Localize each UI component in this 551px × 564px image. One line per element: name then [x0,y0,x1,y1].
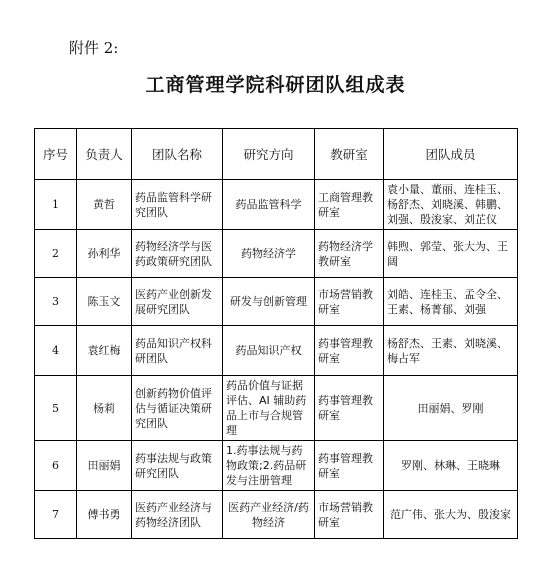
table-row [35,230,518,278]
cell-team-name: 药物经济学与医药政策研究团队 [132,230,223,278]
header-index: 序号 [35,129,77,180]
cell-leader: 田丽娟 [77,441,132,491]
header-team-name: 团队名称 [132,129,223,180]
cell-leader: 傅书勇 [77,491,132,539]
cell-department: 药事管理教研室 [315,326,384,376]
cell-team-name: 药品监管科学研究团队 [132,180,223,230]
cell-members: 范广伟、张大为、殷浚家 [384,491,518,539]
cell-research-direction: 研发与创新管理 [223,278,315,326]
cell-index: 6 [35,441,77,491]
cell-index: 1 [35,180,77,230]
cell-department: 药事管理教研室 [315,376,384,441]
cell-index: 5 [35,376,77,441]
cell-team-name: 创新药物价值评估与循证决策研究团队 [132,376,223,441]
cell-leader: 杨莉 [77,376,132,441]
cell-members: 杨舒杰、王素、刘晓溪、梅占军 [384,326,518,376]
cell-research-direction: 药品监管科学 [223,180,315,230]
cell-research-direction: 药品价值与证据评估、AI 辅助药品上市与合规管理 [223,376,315,441]
cell-index: 3 [35,278,77,326]
cell-department: 药物经济学教研室 [315,230,384,278]
cell-research-direction: 1.药事法规与药物政策;2.药品研发与注册管理 [223,441,315,491]
header-leader: 负责人 [77,129,132,180]
cell-team-name: 医药产业经济与药物经济团队 [132,491,223,539]
cell-research-direction: 药物经济学 [223,230,315,278]
cell-team-name: 药品知识产权科研团队 [132,326,223,376]
table-row [35,326,518,376]
cell-department: 工商管理教研室 [315,180,384,230]
cell-leader: 孙利华 [77,230,132,278]
header-research-direction: 研究方向 [223,129,315,180]
cell-leader: 袁红梅 [77,326,132,376]
cell-team-name: 药事法规与政策研究团队 [132,441,223,491]
cell-members: 罗刚、林琳、王晓琳 [384,441,518,491]
document-title: 工商管理学院科研团队组成表 [145,74,406,96]
table-row [35,278,518,326]
cell-index: 4 [35,326,77,376]
table-row [35,180,518,230]
cell-department: 药事管理教研室 [315,441,384,491]
header-department: 教研室 [315,129,384,180]
table-row [35,491,518,539]
cell-research-direction: 医药产业经济/药物经济 [223,491,315,539]
cell-leader: 黄哲 [77,180,132,230]
cell-leader: 陈玉文 [77,278,132,326]
table-header-row [35,129,518,180]
cell-members: 袁小量、董丽、连桂玉、杨舒杰、刘晓溪、韩鹏、刘强、殷浚家、刘芷仪 [384,180,518,230]
cell-research-direction: 药品知识产权 [223,326,315,376]
research-team-table [34,128,518,539]
cell-department: 市场营销教研室 [315,278,384,326]
cell-team-name: 医药产业创新发展研究团队 [132,278,223,326]
cell-members: 韩煦、郭莹、张大为、王阔 [384,230,518,278]
cell-members: 田丽娟、罗刚 [384,376,518,441]
table-row [35,441,518,491]
cell-index: 7 [35,491,77,539]
cell-members: 刘皓、连桂玉、孟令全、王素、杨菁郁、刘强 [384,278,518,326]
cell-index: 2 [35,230,77,278]
cell-department: 市场营销教研室 [315,491,384,539]
table-row [35,376,518,441]
attachment-label: 附件 2: [69,39,119,57]
header-members: 团队成员 [384,129,518,180]
